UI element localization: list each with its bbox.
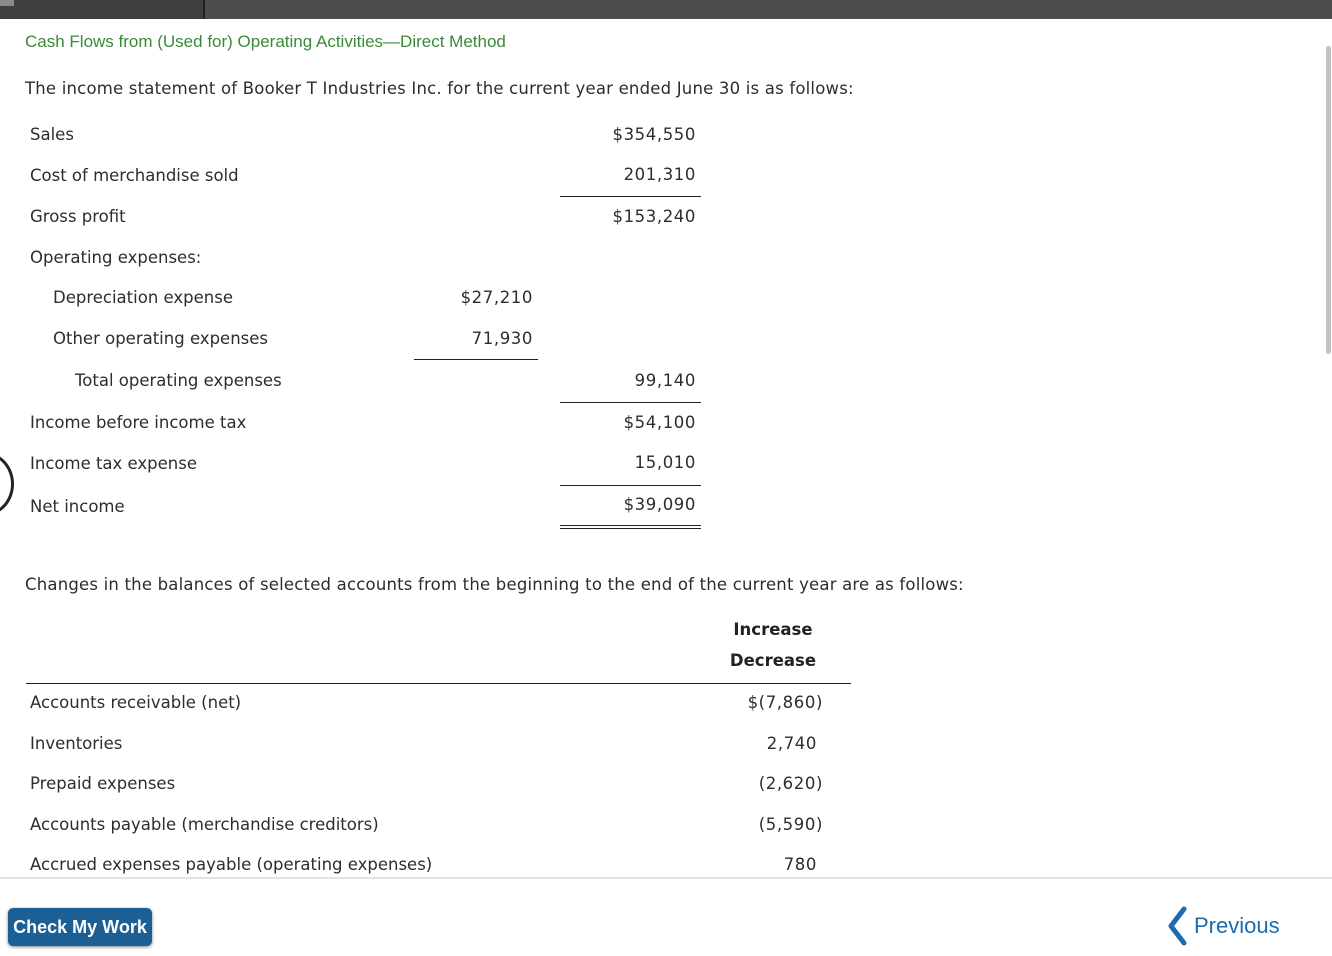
toolbar-corner [0, 0, 14, 6]
table-row-label: Accounts payable (merchandise creditors) [30, 815, 379, 834]
total-opex-label: Total operating expenses [75, 371, 282, 390]
changes-intro-text: Changes in the balances of selected accounts from the beginning to the end of the current year are as follows: [25, 575, 964, 594]
table-row-label: Accounts receivable (net) [30, 693, 242, 712]
tax-value: 15,010 [634, 453, 696, 472]
income-before-tax-label: Income before income tax [30, 413, 247, 432]
scrollbar-thumb[interactable] [1326, 46, 1331, 354]
toolbar-tab[interactable] [0, 0, 205, 19]
net-income-value: $39,090 [623, 495, 696, 514]
changes-header-increase: Increase [733, 620, 813, 639]
opex-header: Operating expenses: [30, 248, 202, 267]
net-income-label: Net income [30, 497, 125, 516]
table-row-value: (2,620) [758, 774, 823, 793]
check-my-work-button[interactable]: Check My Work [8, 908, 152, 946]
previous-label: Previous [1194, 913, 1280, 938]
cogs-value: 201,310 [623, 165, 696, 184]
chevron-left-icon [1166, 906, 1188, 946]
problem-title: Cash Flows from (Used for) Operating Activities—Direct Method [25, 32, 506, 51]
intro-text: The income statement of Booker T Industries Inc. for the current year ended June 30 is as follows: [25, 79, 854, 98]
top-toolbar [0, 0, 1332, 19]
table-row-label: Accrued expenses payable (operating expenses) [30, 855, 433, 874]
cogs-label: Cost of merchandise sold [30, 166, 239, 185]
other-opex-value: 71,930 [471, 329, 533, 348]
gross-profit-label: Gross profit [30, 207, 126, 226]
table-row-value: $(7,860) [747, 693, 823, 712]
table-row-label: Prepaid expenses [30, 774, 176, 793]
depreciation-value: $27,210 [460, 288, 533, 307]
changes-header-decrease: Decrease [729, 651, 817, 670]
gross-profit-value: $153,240 [612, 207, 696, 226]
changes-header-rule [26, 683, 851, 684]
cogs-underline [560, 196, 701, 197]
previous-link[interactable] [1166, 904, 1280, 948]
table-row-value: 780 [783, 855, 817, 874]
table-row-value: (5,590) [758, 815, 823, 834]
tax-underline [560, 485, 701, 486]
other-opex-label: Other operating expenses [53, 329, 268, 348]
bottom-action-bar [0, 877, 1332, 956]
other-opex-underline [414, 359, 538, 360]
sales-value: $354,550 [612, 125, 696, 144]
net-income-double-underline-2 [560, 528, 701, 529]
net-income-double-underline-1 [560, 525, 701, 526]
total-opex-underline [560, 402, 701, 403]
table-row-value: 2,740 [766, 734, 817, 753]
income-before-tax-value: $54,100 [623, 413, 696, 432]
sales-label: Sales [30, 125, 74, 144]
depreciation-label: Depreciation expense [53, 288, 233, 307]
problem-content [0, 19, 1322, 877]
total-opex-value: 99,140 [634, 371, 696, 390]
table-row-label: Inventories [30, 734, 123, 753]
tax-label: Income tax expense [30, 454, 198, 473]
